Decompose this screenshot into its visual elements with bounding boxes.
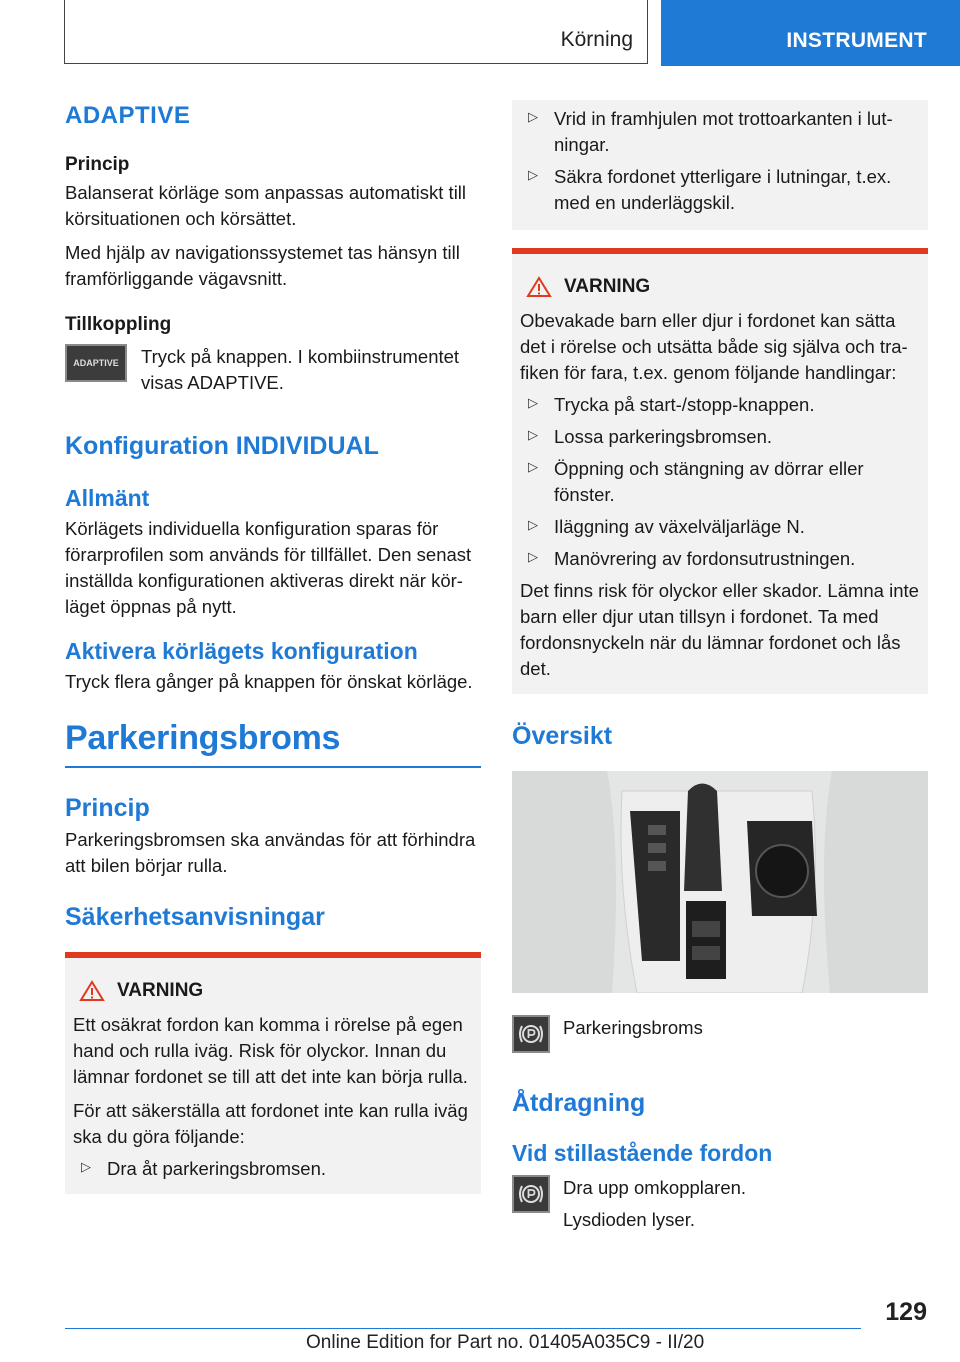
adaptive-button-icon: ADAPTIVE <box>65 344 127 382</box>
warning-2-paragraph-1: Obevakade barn eller djur i fordonet kan sätta det i rörelse och utsätta både sig själva och trafiken för fara, t.ex. genom följande handlingar: <box>520 310 908 383</box>
center-console-photo <box>512 771 928 993</box>
adaptive-heading: ADAPTIVE <box>65 102 191 129</box>
list-item <box>520 106 920 158</box>
warning-triangle-icon <box>79 980 105 1002</box>
bullet-triangle-icon: ▷ <box>528 427 538 442</box>
chapter-tab <box>661 0 960 66</box>
sakerhet-heading: Säkerhetsanvisningar <box>65 903 325 931</box>
bullet-triangle-icon: ▷ <box>528 167 538 182</box>
princip-paragraph-2: Med hjälp av navigationssystemet tas hänsyn till framförliggande vägavsnitt. <box>65 242 460 289</box>
warning-2-bullet-5: Manövrering av fordonsutrustningen. <box>554 548 856 569</box>
step-texts <box>563 1175 746 1233</box>
cont-bullet-1: Vrid in framhjulen mot trottoarkanten i lutningar. <box>554 108 893 155</box>
princip-label: Princip <box>65 154 130 175</box>
aktivera-text: Tryck flera gånger på knappen för önskat körläge. <box>65 671 473 692</box>
page-number: 129 <box>885 1298 927 1326</box>
parking-label: Parkeringsbroms <box>563 1017 703 1038</box>
warning-1-header <box>79 980 473 1002</box>
left-column <box>65 100 481 1194</box>
tillkoppling-label: Tillkoppling <box>65 314 172 335</box>
right-column <box>512 100 928 1233</box>
step-2: Lysdioden lyser. <box>563 1209 695 1230</box>
warning-1-paragraph-2: För att säkerställa att fordonet inte kan rulla iväg ska du göra följande: <box>73 1100 468 1147</box>
princip-paragraph-1: Balanserat körläge som anpassas automatiskt till körsituationen och körsättet. <box>65 182 467 229</box>
section-tab <box>64 0 648 64</box>
cont-bullet-2: Säkra fordonet ytterligare i lutningar, t.ex. med en underläggskil. <box>554 166 892 213</box>
warning-2-bullet-1: Trycka på start-/stopp-knappen. <box>554 394 815 415</box>
bullet-triangle-icon: ▷ <box>81 1159 91 1174</box>
warning-2-bullet-4: Iläggning av växelväljarläge N. <box>554 516 805 537</box>
parkeringsbroms-title-block <box>65 719 481 768</box>
parking-brake-icon <box>512 1015 550 1053</box>
bullet-triangle-icon: ▷ <box>528 395 538 410</box>
list-item <box>520 456 920 508</box>
list-item <box>520 164 920 216</box>
bullet-triangle-icon: ▷ <box>528 109 538 124</box>
warning-1-title: VARNING <box>117 980 204 1001</box>
list-item <box>520 424 920 450</box>
parkeringsbroms-heading: Parkeringsbroms <box>65 719 341 757</box>
warning-2-bullet-3: Öppning och stängning av dörrar eller fönster. <box>554 458 864 505</box>
edition-text: Online Edition for Part no. 01405A035C9 - II/20 <box>306 1332 705 1353</box>
warning-2-paragraph-2: Det finns risk för olyckor eller skador. Lämna inte barn eller djur utan tillsyn i fordonet. Ta med fordonsnyckeln när du lämnar fordonet och lås det. <box>520 580 919 679</box>
chapter-label: INSTRUMENT <box>786 29 927 52</box>
page-header <box>0 0 960 66</box>
warning-2-title: VARNING <box>564 276 651 297</box>
list-item <box>73 1156 473 1182</box>
tillkoppling-text: Tryck på knappen. I kombiinstrumentet visas ADAPTIVE. <box>141 346 460 393</box>
bullet-triangle-icon: ▷ <box>528 549 538 564</box>
warning-box-2 <box>512 248 928 694</box>
aktivera-heading: Aktivera körlägets konfiguration <box>65 638 418 664</box>
warning-1-paragraph-1: Ett osäkrat fordon kan komma i rörelse på egen hand och rulla iväg. Risk för olyckor. Innan du lämnar fordonet se till att det inte kan börja rulla. <box>73 1014 468 1087</box>
atdragning-heading: Åtdragning <box>512 1089 646 1117</box>
warning-2-header <box>526 276 920 298</box>
footer-divider <box>65 1328 861 1329</box>
warning-2-bullet-2: Lossa parkeringsbromsen. <box>554 426 772 447</box>
adaptive-button-row <box>65 344 481 396</box>
section-label: Körning <box>560 28 633 51</box>
parking-icon-row <box>512 1015 928 1053</box>
stillastaende-heading: Vid stillastående fordon <box>512 1140 773 1166</box>
bullet-triangle-icon: ▷ <box>528 517 538 532</box>
step-row <box>512 1175 928 1233</box>
warning-1-bullet-1: Dra åt parkeringsbromsen. <box>107 1158 327 1179</box>
list-item <box>520 514 920 540</box>
parking-brake-icon <box>512 1175 550 1213</box>
oversikt-heading: Översikt <box>512 722 613 750</box>
list-item <box>520 546 920 572</box>
konfiguration-heading: Konfiguration INDIVIDUAL <box>65 432 379 460</box>
allmant-text: Körlägets individuella konfiguration sparas för förarprofilen som används för tillfället. Den senast inställda konfigurationen aktiveras direkt när körläget öppnas på nytt. <box>65 518 472 617</box>
center-console-illustration <box>512 771 928 993</box>
bullet-triangle-icon: ▷ <box>528 459 538 474</box>
continued-list-box <box>512 100 928 230</box>
warning-box-1 <box>65 952 481 1194</box>
allmant-heading: Allmänt <box>65 485 150 511</box>
princip-heading: Princip <box>65 794 150 822</box>
list-item <box>520 392 920 418</box>
step-1: Dra upp omkopplaren. <box>563 1177 747 1198</box>
princip-text: Parkeringsbromsen ska användas för att förhindra att bilen börjar rulla. <box>65 829 476 876</box>
warning-triangle-icon <box>526 276 552 298</box>
